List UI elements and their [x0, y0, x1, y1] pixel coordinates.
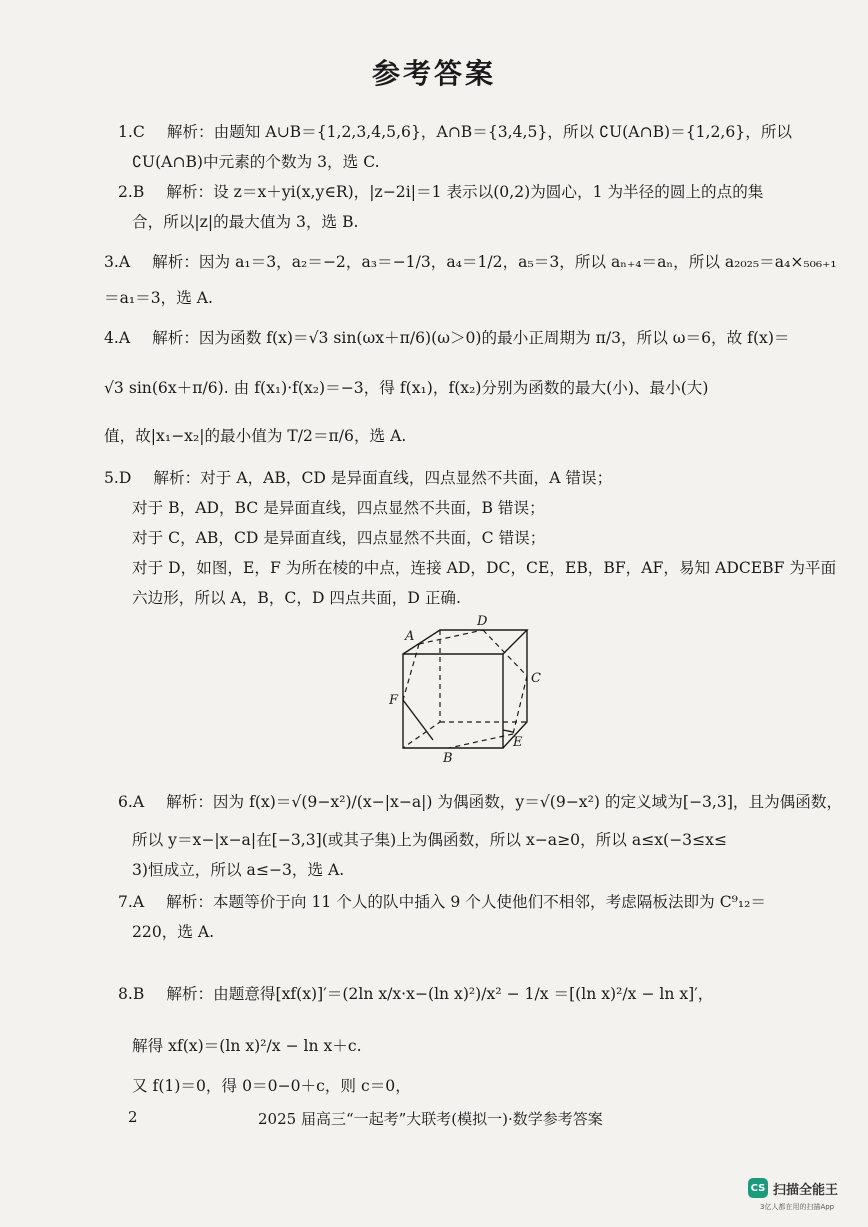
answer-text: 解析：设 z＝x＋yi(x,y∈R)，|z−2i|＝1 表示以(0,2)为圆心，1 为半径的圆上的点的集	[166, 183, 764, 201]
answer-text: 合，所以|z|的最大值为 3，选 B.	[132, 213, 359, 231]
answer-line	[132, 1074, 411, 1096]
footer-text: 2025 届高三“一起考”大联考(模拟一)·数学参考答案	[258, 1110, 603, 1128]
answer-line	[104, 424, 406, 446]
hexagon-edge-fb	[403, 700, 433, 740]
answer-number: 5.D	[104, 469, 132, 487]
answer-line	[132, 858, 344, 880]
answer-text: 解析：因为函数 f(x)＝√3 sin(ωx＋π/6)(ω＞0)的最小正周期为 π/3，所以 ω＝6，故 f(x)＝	[152, 329, 790, 347]
answer-line	[118, 120, 792, 142]
answer-line	[132, 210, 359, 232]
answer-text: 解析：由题意得[xf(x)]′＝(2ln x/x·x−(ln x)²)/x² − 1/x ＝[(ln x)²/x − ln x]′，	[166, 985, 714, 1003]
answer-number: 3.A	[104, 253, 131, 271]
vertex-label-b: B	[443, 751, 453, 764]
answer-number: 1.C	[118, 123, 145, 141]
answer-text: √3 sin(6x＋π/6). 由 f(x₁)·f(x₂)＝−3，得 f(x₁)，f(x₂)分别为函数的最大(小)、最小(大)	[104, 379, 709, 397]
answer-line	[132, 556, 836, 578]
vertex-label-f: F	[389, 693, 399, 708]
answer-line	[132, 150, 380, 172]
hexagon-edge-ce-front	[503, 730, 513, 732]
answer-text: 对于 C，AB，CD 是异面直线，四点显然不共面，C 错误；	[132, 529, 546, 547]
answer-text: 解析：由题知 A∪B＝{1,2,3,4,5,6}，A∩B＝{3,4,5}，所以 ∁U(A∩B)＝{1,2,6}，所以	[166, 123, 793, 141]
camscanner-logo-icon: CS	[748, 1178, 768, 1198]
scanner-watermark	[748, 1178, 838, 1198]
answer-text: ∁U(A∩B)中元素的个数为 3，选 C.	[132, 153, 380, 171]
answer-line	[132, 496, 545, 518]
answer-line	[132, 920, 214, 942]
answer-number: 4.A	[104, 329, 131, 347]
answer-text: 解析：因为 a₁＝3，a₂＝−2，a₃＝−1/3，a₄＝1/2，a₅＝3，所以 aₙ₊₄＝aₙ，所以 a₂₀₂₅＝a₄×₅₀₆₊₁	[152, 253, 837, 271]
answer-line	[132, 828, 727, 850]
cube-hidden-edges	[403, 630, 440, 748]
answer-text: 解析：本题等价于向 11 个人的队中插入 9 个人使他们不相邻，考虑隔板法即为 C⁹₁₂＝	[166, 893, 766, 911]
answer-line	[118, 890, 766, 912]
answer-text: ＝a₁＝3，选 A.	[104, 289, 214, 307]
vertex-label-d: D	[477, 614, 488, 629]
scanner-app-name: 扫描全能王	[773, 1182, 839, 1198]
answer-line	[132, 526, 545, 548]
answer-line	[104, 250, 837, 272]
answer-text: 对于 B，AD，BC 是异面直线，四点显然不共面，B 错误；	[132, 499, 545, 517]
answer-text: 3)恒成立，所以 a≤−3，选 A.	[132, 861, 345, 879]
answer-text: 220，选 A.	[132, 923, 215, 941]
answer-text: 又 f(1)＝0，得 0＝0−0＋c，则 c＝0，	[132, 1077, 411, 1095]
answer-line	[118, 180, 763, 202]
answer-line	[104, 376, 708, 398]
answer-line	[118, 982, 713, 1004]
answer-number: 2.B	[118, 183, 145, 201]
answer-line	[118, 790, 842, 812]
answer-line	[132, 1034, 362, 1056]
answer-line	[104, 466, 612, 488]
answer-text: 解析：因为 f(x)＝√(9−x²)/(x−|x−a|) 为偶函数，y＝√(9−x²) 的定义域为[−3,3]，且为偶函数，	[166, 793, 843, 811]
cube-figure	[385, 612, 555, 764]
answer-text: 解析：对于 A，AB，CD 是异面直线，四点显然不共面，A 错误；	[153, 469, 613, 487]
answer-number: 8.B	[118, 985, 145, 1003]
answer-line	[132, 586, 461, 608]
answer-text: 所以 y＝x−|x−a|在[−3,3](或其子集)上为偶函数，所以 x−a≥0，所以 a≤x(−3≤x≤	[132, 831, 727, 849]
answer-text: 对于 D，如图，E，F 为所在棱的中点，连接 AD，DC，CE，EB，BF，AF，易知 ADCEBF 为平面	[132, 559, 837, 577]
answer-number: 6.A	[118, 793, 145, 811]
page-title: 参考答案	[371, 57, 496, 90]
cube-front-face	[403, 654, 503, 748]
answer-text: 值，故|x₁−x₂|的最小值为 T/2＝π/6，选 A.	[104, 427, 407, 445]
vertex-label-e: E	[513, 735, 523, 750]
answer-text: 六边形，所以 A，B，C，D 四点共面，D 正确.	[132, 589, 461, 607]
answer-number: 7.A	[118, 893, 145, 911]
vertex-label-c: C	[531, 671, 541, 686]
answer-line	[104, 326, 790, 348]
answer-line	[104, 286, 213, 308]
vertex-label-a: A	[405, 629, 415, 644]
answer-text: 解得 xf(x)＝(ln x)²/x − ln x＋c.	[132, 1037, 362, 1055]
scanner-tagline: 3亿人都在用的扫描App	[760, 1203, 835, 1211]
page-number: 2	[128, 1108, 138, 1126]
